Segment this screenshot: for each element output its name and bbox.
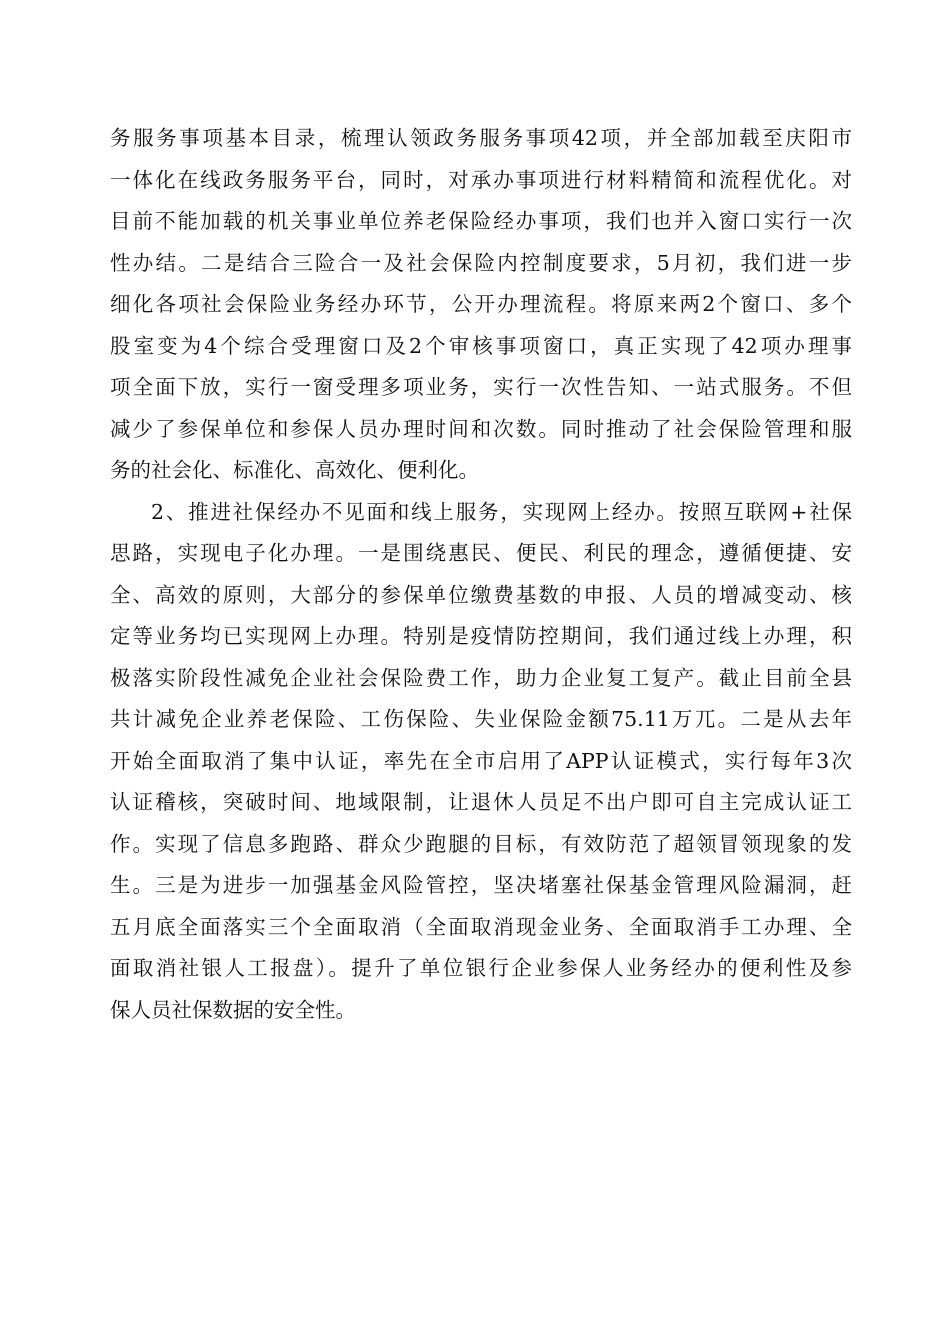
text-line: 保人员社保数据的安全性。: [110, 997, 356, 1022]
text-line: 性办结。二是结合三险合一及社会保险内控制度要求，5月初，我们进一步: [110, 250, 852, 275]
text-line: 一体化在线政务服务平台，同时，对承办事项进行材料精简和流程优化。对: [110, 167, 852, 192]
text-line: 生。三是为进步一加强基金风险管控，坚决堵塞社保基金管理风险漏洞，赶: [110, 873, 852, 897]
text-line: 减少了参保单位和参保人员办理时间和次数。同时推动了社会保险管理和服: [110, 416, 852, 441]
text-line: 共计减免企业养老保险、工伤保险、失业保险金额75.11万兀。二是从去年: [110, 707, 852, 731]
paragraph-start-line: 2、推进社保经办不见面和线上服务，实现网上经办。按照互联网+社保: [151, 499, 852, 524]
text-line: 定等业务均已实现网上办理。特别是疫情防控期间，我们通过线上办理，积: [110, 624, 852, 648]
text-line: 五月底全面落实三个全面取消（全面取消现金业务、全面取消手工办理、全: [110, 914, 852, 939]
text-line: 细化各项社会保险业务经办环节，公开办理流程。将原来两2个窗口、多个: [110, 292, 852, 316]
text-line: 务的社会化、标准化、高效化、便利化。: [110, 458, 479, 482]
text-line: 目前不能加载的机关事业单位养老保险经办事项，我们也并入窗口实行一次: [110, 209, 852, 233]
text-line: 务服务事项基本目录，梳理认领政务服务事项42项，并全部加载至庆阳市: [110, 126, 852, 150]
text-line: 面取消社银人工报盘）。提升了单位银行企业参保人业务经办的便利性及参: [110, 956, 852, 980]
text-line: 认证稽核，突破时间、地域限制，让退休人员足不出户即可自主完成认证工: [110, 790, 852, 814]
body-text: [110, 118, 852, 1031]
text-line: 思路，实现电子化办理。一是围绕惠民、便民、利民的理念，遵循便捷、安: [110, 541, 852, 565]
text-line: 全、高效的原则，大部分的参保单位缴费基数的申报、人员的增减变动、核: [110, 582, 852, 607]
text-line: 项全面下放，实行一窗受理多项业务，实行一次性告知、一站式服务。不但: [110, 375, 852, 399]
text-line: 开始全面取消了集中认证，率先在全市启用了APP认证模式，实行每年3次: [110, 748, 852, 773]
text-line: 股室变为4个综合受理窗口及2个审核事项窗口，真正实现了42项办理事: [110, 333, 852, 358]
text-line: 极落实阶段性减免企业社会保险费工作，助力企业复工复产。截止目前全县: [110, 665, 852, 690]
text-line: 作。实现了信息多跑路、群众少跑腿的目标，有效防范了超领冒领现象的发: [110, 831, 852, 856]
